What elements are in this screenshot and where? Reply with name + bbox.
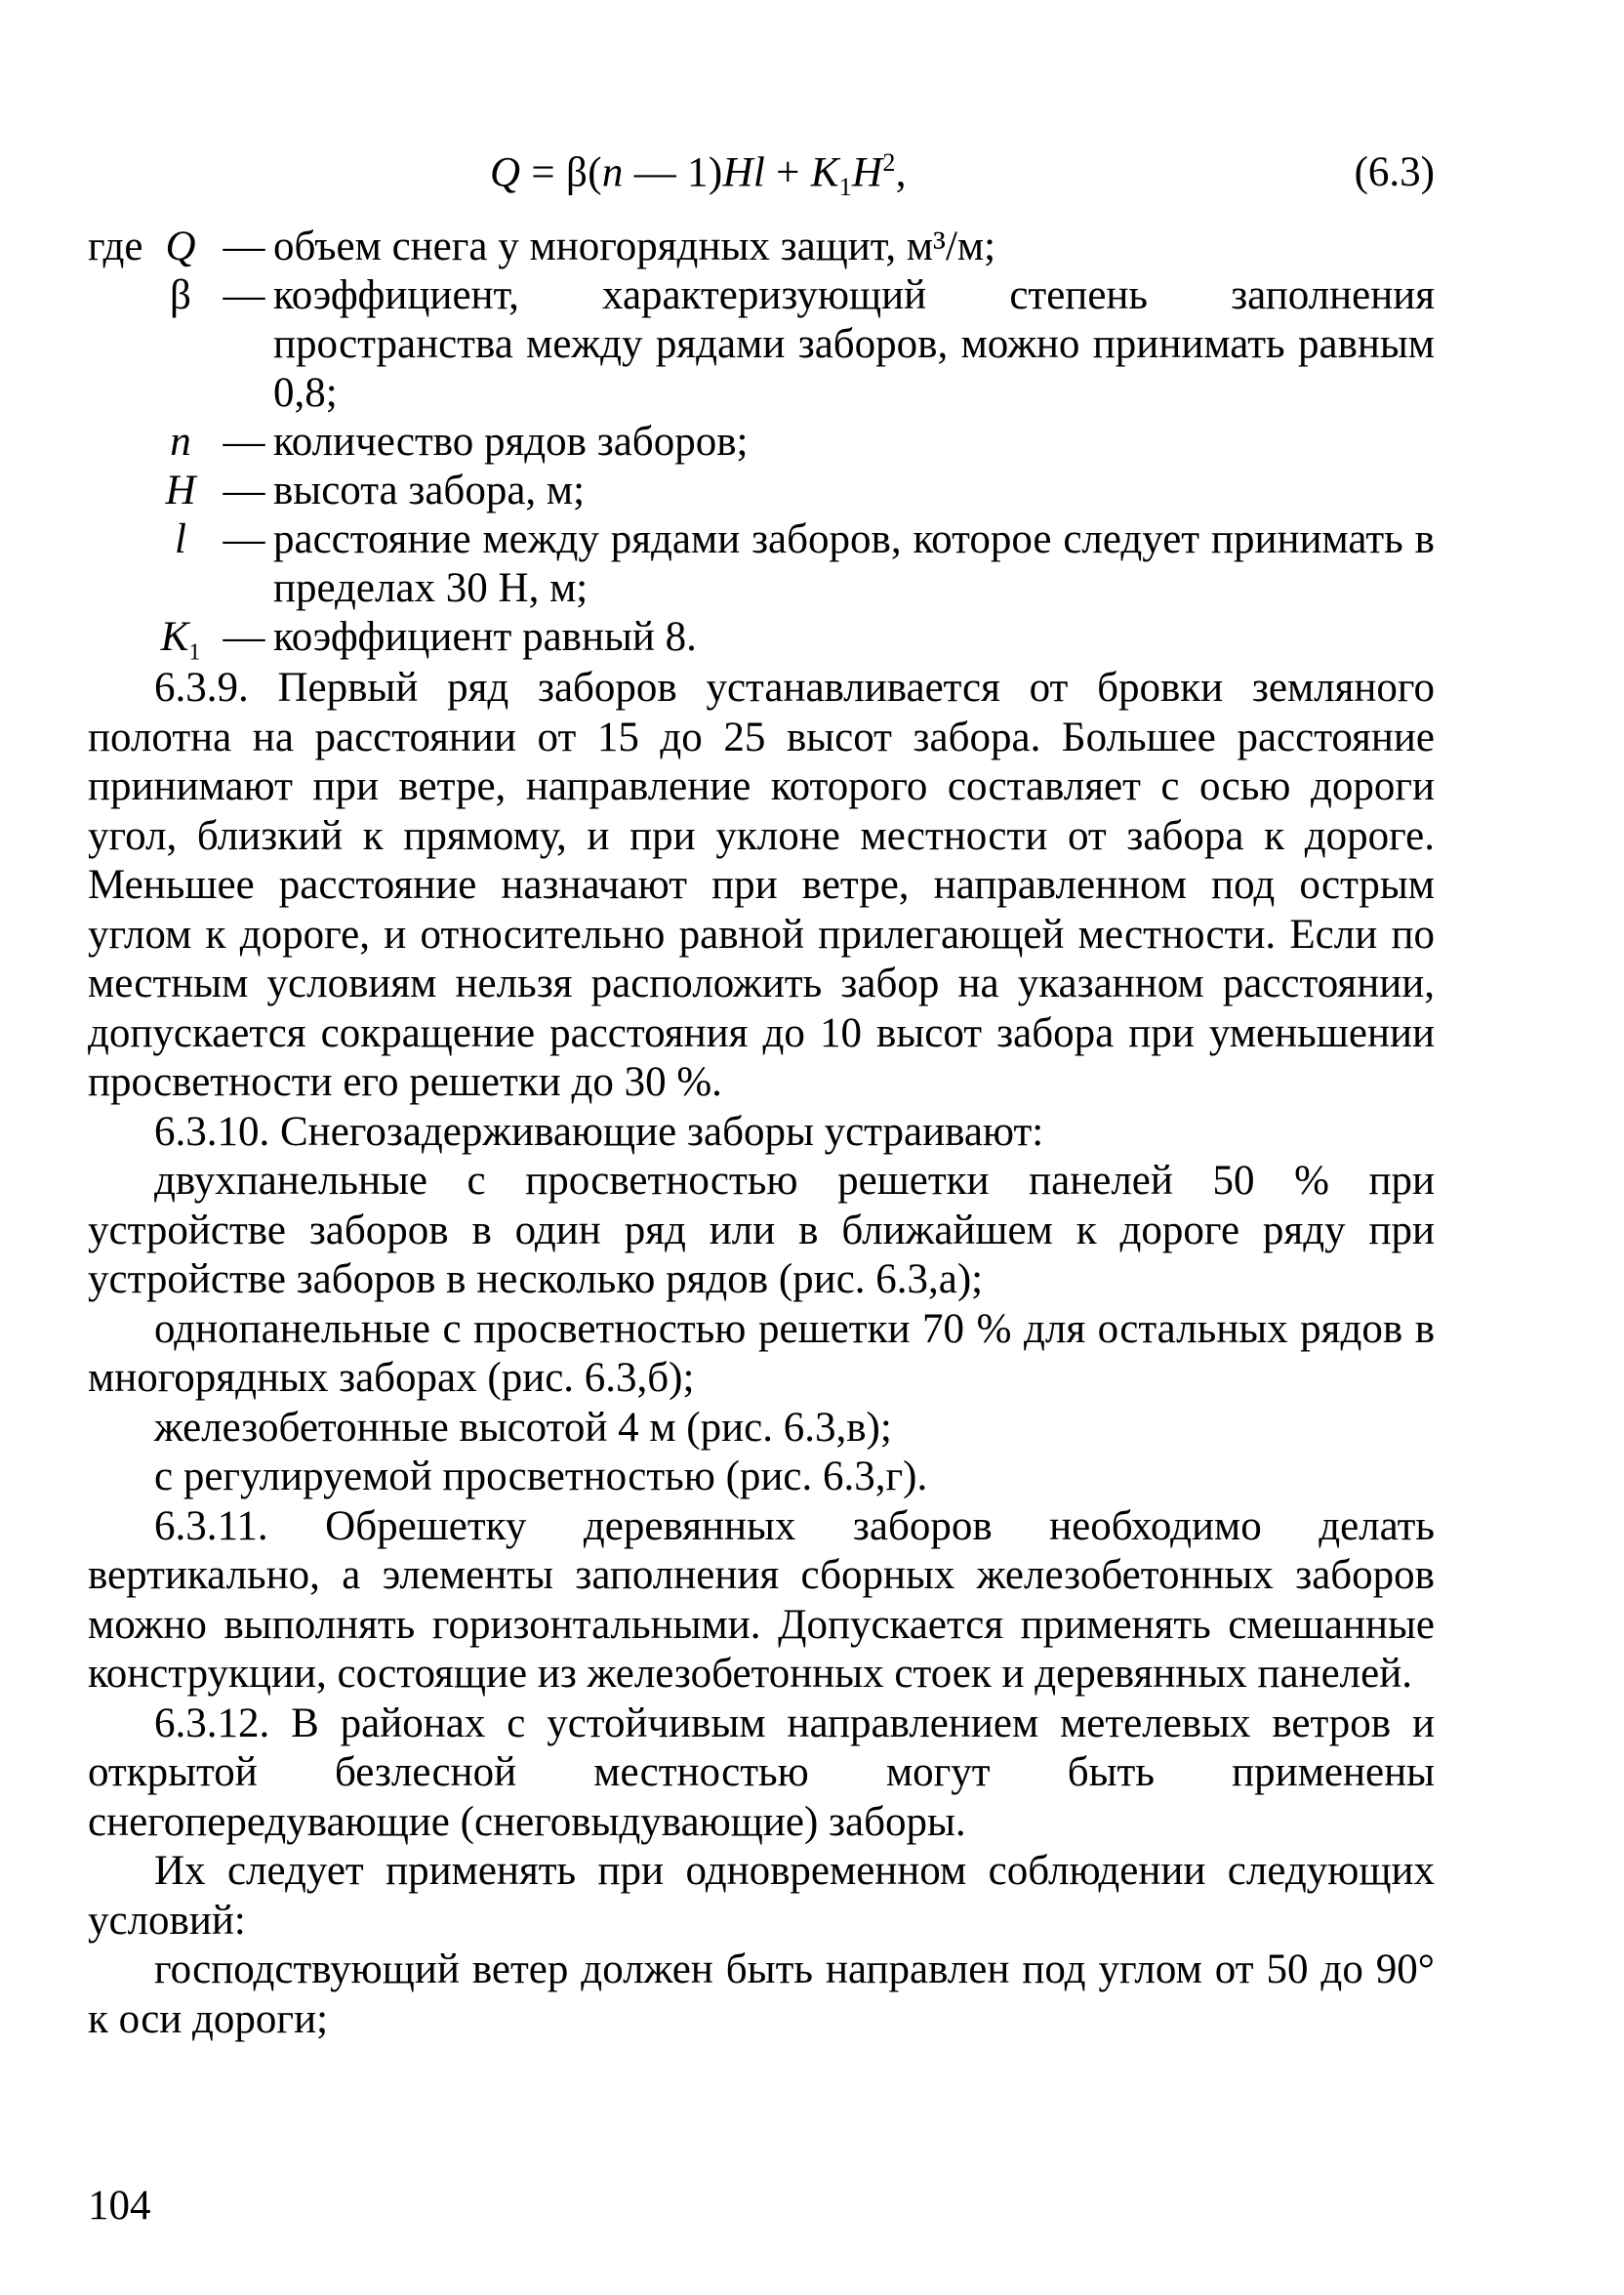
formula-h: H: [852, 149, 883, 196]
formula-equals: =: [520, 149, 567, 196]
list-item-wind-direction: господствующий ветер должен быть направлен под углом от 50 до 90° к оси дороги;: [88, 1947, 1435, 2042]
legend-row: [88, 418, 1435, 467]
legend-row: [88, 271, 1435, 418]
legend-definition: коэффициент, характеризующий степень заполнения пространства между рядами заборов, можно принимать равным 0,8;: [273, 272, 1435, 416]
paragraph-conditions: Их следует применять при одновременном соблюдении следующих условий:: [88, 1848, 1435, 1944]
legend-dash: —: [223, 516, 265, 562]
legend-definition: высота забора, м;: [273, 468, 586, 513]
formula-comma: ,: [895, 149, 907, 196]
legend-dash: —: [223, 614, 265, 660]
legend-symbol-subscript: 1: [188, 639, 201, 666]
legend-symbol: Q: [165, 224, 196, 269]
formula-row: [88, 148, 1435, 217]
legend-lead-word: где: [88, 224, 143, 269]
legend-definition: количество рядов заборов;: [273, 419, 749, 465]
legend-symbol: l: [175, 516, 186, 562]
legend-row: [88, 515, 1435, 613]
formula-plus: +: [765, 149, 811, 196]
legend-dash: —: [223, 419, 265, 465]
formula-hl: Hl: [722, 149, 766, 196]
legend-dash: —: [223, 224, 265, 269]
equation-number: (6.3): [1354, 149, 1435, 195]
page-number: 104: [88, 2183, 151, 2229]
legend-row: [88, 467, 1435, 515]
paragraph-6-3-9: 6.3.9. Первый ряд заборов устанавливается от бровки земляного полотна на расстоянии от 15 до 25 высот забора. Большее расстояние принимают при ветре, направление которого составляет с осью дороги угол, близкий к прямому, и при уклоне местности от забора к дороге. Меньшее расстояние назначают при ветре, направленном под острым углом к дороге, и относительно равной прилегающей местности. Если по местным условиям нельзя расположить забор на указанном расстоянии, допускается сокращение расстояния до 10 высот забора при уменьшении просветности его решетки до 30 %.: [88, 665, 1435, 1105]
formula-n: n: [601, 149, 624, 196]
legend-symbol: n: [170, 419, 191, 465]
paragraph-6-3-10: 6.3.10. Снегозадерживающие заборы устраивают:: [154, 1108, 1044, 1155]
legend-definition: расстояние между рядами заборов, которое следует принимать в пределах 30 Н, м;: [273, 516, 1435, 611]
legend-symbol: H: [165, 468, 196, 513]
legend-dash: —: [223, 468, 265, 513]
legend-definition: объем снега у многорядных защит, м³/м;: [273, 224, 996, 269]
list-item-reinforced-concrete: железобетонные высотой 4 м (рис. 6.3,в);: [154, 1404, 892, 1451]
formula-k: K: [810, 149, 839, 196]
legend-symbol: β: [170, 272, 191, 318]
list-item-one-panel: однопанельные с просветностью решетки 70 % для остальных рядов в многорядных заборах (рис. 6.3,б);: [88, 1305, 1435, 1401]
paragraph-6-3-11: 6.3.11. Обрешетку деревянных заборов необходимо делать вертикально, а элементы заполнения сборных железобетонных заборов можно выполнять горизонтальными. Допускается применять смешанные конструкции, состоящие из железобетонных стоек и деревянных панелей.: [88, 1502, 1435, 1697]
formula-lhs: Q: [490, 149, 521, 196]
legend-definition: коэффициент равный 8.: [273, 614, 697, 660]
formula-minus-one: — 1): [623, 149, 723, 196]
legend-row: [88, 223, 1435, 271]
list-item-adjustable: с регулируемой просветностью (рис. 6.3,г).: [154, 1454, 928, 1499]
formula-6-3: [490, 148, 907, 202]
body-text: [88, 664, 1435, 2044]
formula-legend: [88, 223, 1435, 677]
paragraph-6-3-12: 6.3.12. В районах с устойчивым направлением метелевых ветров и открытой безлесной местностью могут быть применены снегопередувающие (снеговыдувающие) заборы.: [88, 1700, 1435, 1845]
legend-symbol-k: K: [160, 614, 189, 660]
legend-dash: —: [223, 272, 265, 318]
list-item-two-panel: двухпанельные с просветностью решетки панелей 50 % при устройстве заборов в один ряд или в ближайшем к дороге ряду при устройстве заборов в несколько рядов (рис. 6.3,а);: [88, 1158, 1435, 1302]
formula-beta: β(: [566, 149, 602, 196]
formula-k-subscript: 1: [838, 172, 853, 201]
formula-h-superscript: 2: [882, 148, 896, 177]
